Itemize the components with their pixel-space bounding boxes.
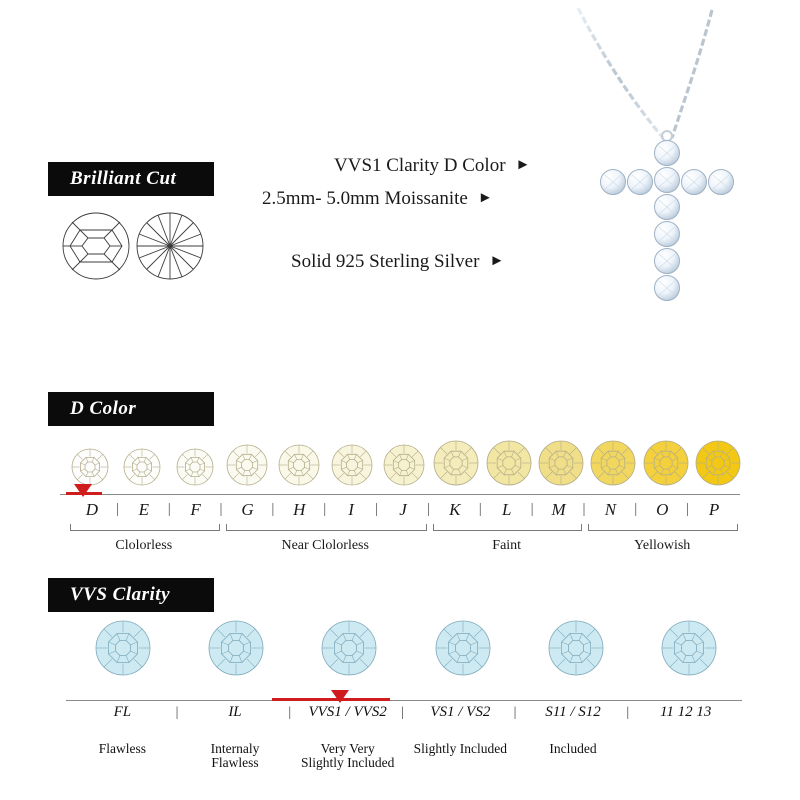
color-gem-O xyxy=(643,440,689,491)
grade-divider: | xyxy=(634,501,638,517)
color-group-label-1: Near Clolorless xyxy=(281,538,369,553)
clarity-gem-3 xyxy=(435,620,491,681)
grade-divider: | xyxy=(219,501,223,517)
banner-label: VVS Clarity xyxy=(70,584,170,605)
red-triangle-marker-icon xyxy=(74,484,92,497)
clarity-gem-0 xyxy=(95,620,151,681)
color-gem-G xyxy=(226,444,268,491)
clarity-gem-2 xyxy=(321,620,377,681)
clarity-divider: | xyxy=(288,705,292,720)
crown-view xyxy=(63,213,129,279)
feature-line-clarity-color xyxy=(334,155,530,177)
grade-divider: | xyxy=(478,501,482,517)
clarity-scale-gem-row xyxy=(60,618,750,680)
clarity-desc-line: Flawless xyxy=(98,741,146,756)
color-grade-F: F xyxy=(190,500,201,519)
clarity-grade-label-1: IL xyxy=(228,704,242,720)
clarity-divider: | xyxy=(401,705,404,720)
clarity-desc-line: Very Very xyxy=(320,741,375,756)
feature-text: VVS1 Clarity D Color xyxy=(334,155,506,176)
color-scale-axis xyxy=(60,494,740,495)
color-grade-N: N xyxy=(604,500,617,519)
pavilion-view xyxy=(137,213,203,279)
clarity-grade-desc-4 xyxy=(503,742,644,756)
color-grade-M: M xyxy=(551,500,566,519)
color-gem-I xyxy=(331,444,373,491)
clarity-gem-5 xyxy=(661,620,717,681)
color-grade-E: E xyxy=(138,500,149,519)
play-triangle-icon: ► xyxy=(477,190,493,206)
color-gem-N xyxy=(590,440,636,491)
color-grade-D: D xyxy=(85,500,99,519)
color-gem-F xyxy=(176,448,214,491)
banner-label: Brilliant Cut xyxy=(70,168,177,189)
color-grade-I: I xyxy=(348,500,354,519)
grade-divider: | xyxy=(686,501,690,517)
clarity-desc-line: Internaly xyxy=(210,741,260,756)
grade-divider: | xyxy=(530,501,534,517)
color-group-label-2: Faint xyxy=(492,538,522,553)
feature-text: Solid 925 Sterling Silver xyxy=(291,251,480,272)
clarity-divider: | xyxy=(626,705,630,720)
color-group-bracket-1 xyxy=(226,524,427,531)
color-grade-J: J xyxy=(399,500,407,519)
color-grade-G: G xyxy=(241,500,254,519)
clarity-grade-label-2: VVS1 / VVS2 xyxy=(308,704,387,720)
clarity-desc-line: Flawless xyxy=(211,755,259,770)
clarity-grade-label-0: FL xyxy=(113,704,132,720)
color-gem-H xyxy=(278,444,320,491)
color-gem-P xyxy=(695,440,741,491)
grade-divider: | xyxy=(582,501,586,517)
section-banner-brilliant-cut xyxy=(48,162,214,196)
brilliant-cut-diagrams xyxy=(58,208,208,284)
clarity-desc-line: Slightly Included xyxy=(300,755,395,770)
grade-divider: | xyxy=(167,501,171,517)
clarity-divider: | xyxy=(513,705,517,720)
cross-necklace-image xyxy=(500,0,800,340)
feature-text: 2.5mm- 5.0mm Moissanite xyxy=(262,188,468,209)
banner-label: D Color xyxy=(70,398,137,419)
section-banner-d-color xyxy=(48,392,214,426)
color-grade-O: O xyxy=(656,500,669,519)
section-banner-vvs-clarity xyxy=(48,578,214,612)
color-group-bracket-3 xyxy=(588,524,738,531)
clarity-grade-label-4: S11 / S12 xyxy=(545,704,601,720)
color-group-label-3: Yellowish xyxy=(634,538,691,553)
color-group-bracket-2 xyxy=(433,524,583,531)
grade-divider: | xyxy=(271,501,275,517)
grade-divider: | xyxy=(375,501,379,517)
color-scale-gem-row xyxy=(50,434,760,486)
feature-line-size xyxy=(262,188,493,210)
clarity-gem-1 xyxy=(208,620,264,681)
play-triangle-icon: ► xyxy=(515,157,531,173)
clarity-desc-line: Included xyxy=(549,741,597,756)
clarity-grade-label-5: 11 12 13 xyxy=(659,704,712,720)
grade-divider: | xyxy=(115,501,119,517)
clarity-desc-line: Slightly Included xyxy=(413,741,508,756)
color-grade-H: H xyxy=(293,500,306,519)
color-gem-E xyxy=(123,448,161,491)
grade-divider: | xyxy=(323,501,327,517)
clarity-grade-label-3: VS1 / VS2 xyxy=(430,704,491,720)
play-triangle-icon: ► xyxy=(489,253,505,269)
feature-line-metal xyxy=(291,251,504,273)
color-grade-K: K xyxy=(449,500,461,519)
clarity-gem-4 xyxy=(548,620,604,681)
color-gem-L xyxy=(486,440,532,491)
color-gem-J xyxy=(383,444,425,491)
red-triangle-marker-icon xyxy=(331,690,349,703)
color-grade-P: P xyxy=(708,500,720,519)
color-gem-M xyxy=(538,440,584,491)
color-group-label-0: Clolorless xyxy=(115,538,173,553)
color-gem-K xyxy=(433,440,479,491)
grade-divider: | xyxy=(426,501,430,517)
clarity-scale-axis xyxy=(66,700,742,701)
color-group-bracket-0 xyxy=(70,524,220,531)
color-grade-L: L xyxy=(501,500,512,519)
clarity-divider: | xyxy=(175,705,179,720)
